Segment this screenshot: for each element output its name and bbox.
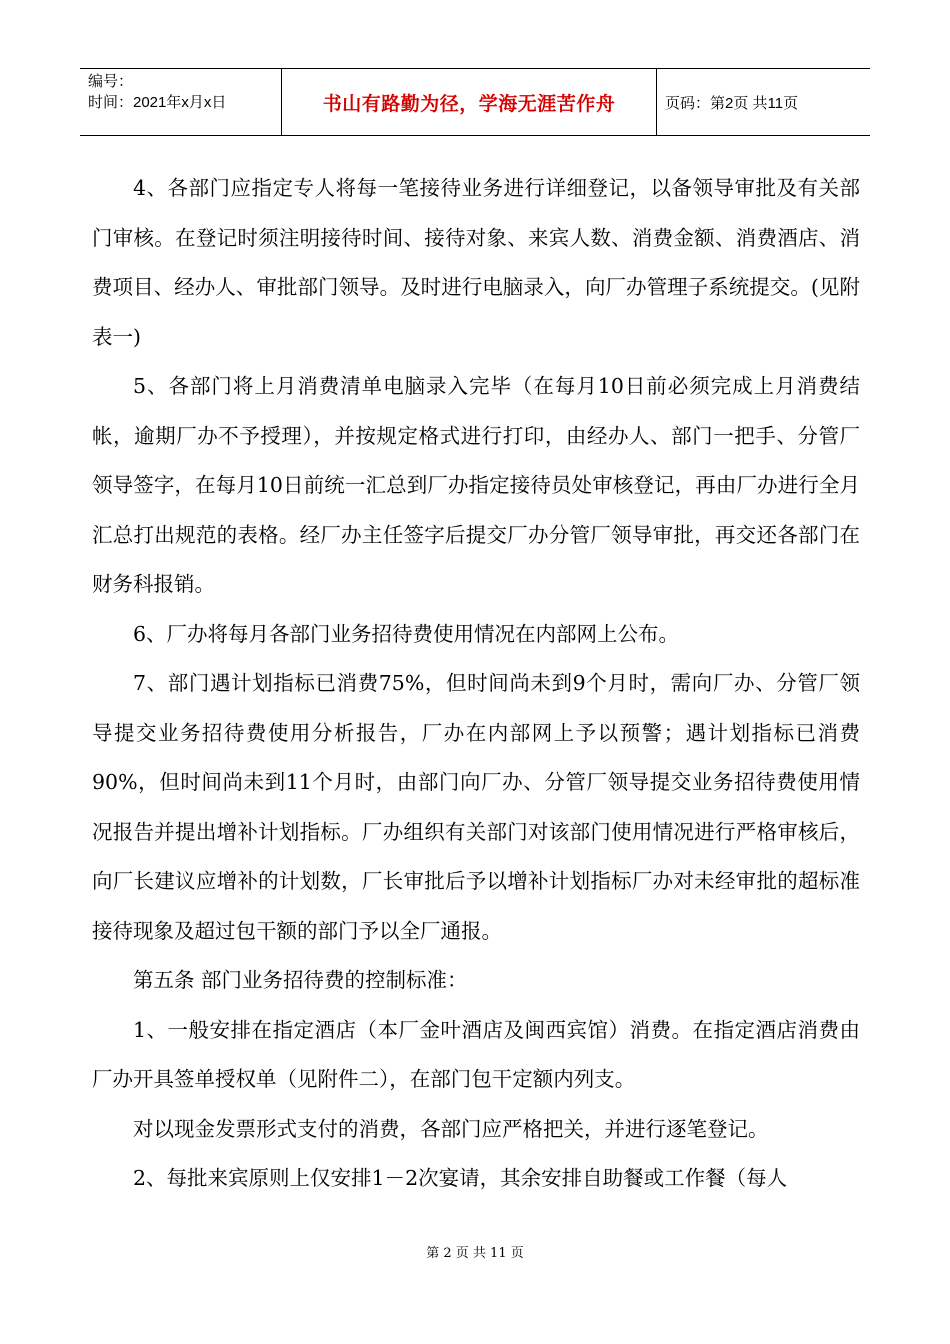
- paragraph-item-7: 7、部门遇计划指标已消费75%，但时间尚未到9个月时，需向厂办、分管厂领导提交业务招待费使用分析报告，厂办在内部网上予以预警；遇计划指标已消费90%，但时间尚未到11个月时，由部门向厂办、分管厂领导提交业务招待费使用情况报告并提出增补计划指标。厂办组织有关部门对该部门使用情况进行严格审核后，向厂长建议应增补的计划数，厂长审批后予以增补计划指标厂办对未经审批的超标准接待现象及超过包干额的部门予以全厂通报。: [92, 671, 860, 943]
- paragraph-item-6: 6、厂办将每月各部门业务招待费使用情况在内部网上公布。: [133, 621, 680, 646]
- page-footer: 第 2 页 共 11 页: [426, 1246, 524, 1261]
- article-five-heading: 第五条 部门业务招待费的控制标准：: [133, 968, 468, 992]
- paragraph-standard-2: 2、每批来宾原则上仅安排1－2次宴请，其余安排自助餐或工作餐（每人: [133, 1166, 788, 1190]
- paragraph-standard-1: 1、一般安排在指定酒店（本厂金叶酒店及闽西宾馆）消费。在指定酒店消费由厂办开具签单授权单（见附件二），在部门包干定额内列支。: [92, 1017, 860, 1091]
- paragraph-cash-invoice: 对以现金发票形式支付的消费，各部门应严格把关，并进行逐笔登记。: [133, 1116, 769, 1141]
- document-number: 编号：: [88, 73, 134, 90]
- page-header: [80, 68, 870, 136]
- document-date: 时间：2021年x月x日: [88, 94, 227, 111]
- header-meta: [80, 69, 282, 135]
- header-motto: 书山有路勤为径，学海无涯苦作舟: [282, 69, 657, 135]
- header-page-info: 页码：第2页 共11页: [665, 94, 799, 112]
- document-body: [92, 164, 860, 1204]
- paragraph-item-5: 5、各部门将上月消费清单电脑录入完毕（在每月10日前必须完成上月消费结帐，逾期厂办不予授理），并按规定格式进行打印，由经办人、部门一把手、分管厂领导签字，在每月10日前统一汇总到厂办指定接待员处审核登记，再由厂办进行全月汇总打出规范的表格。经厂办主任签字后提交厂办分管厂领导审批，再交还各部门在财务科报销。: [92, 374, 860, 596]
- paragraph-item-4: 4、各部门应指定专人将每一笔接待业务进行详细登记，以备领导审批及有关部门审核。在登记时须注明接待时间、接待对象、来宾人数、消费金额、消费酒店、消费项目、经办人、审批部门领导。及时进行电脑录入，向厂办管理子系统提交。(见附表一): [92, 176, 860, 349]
